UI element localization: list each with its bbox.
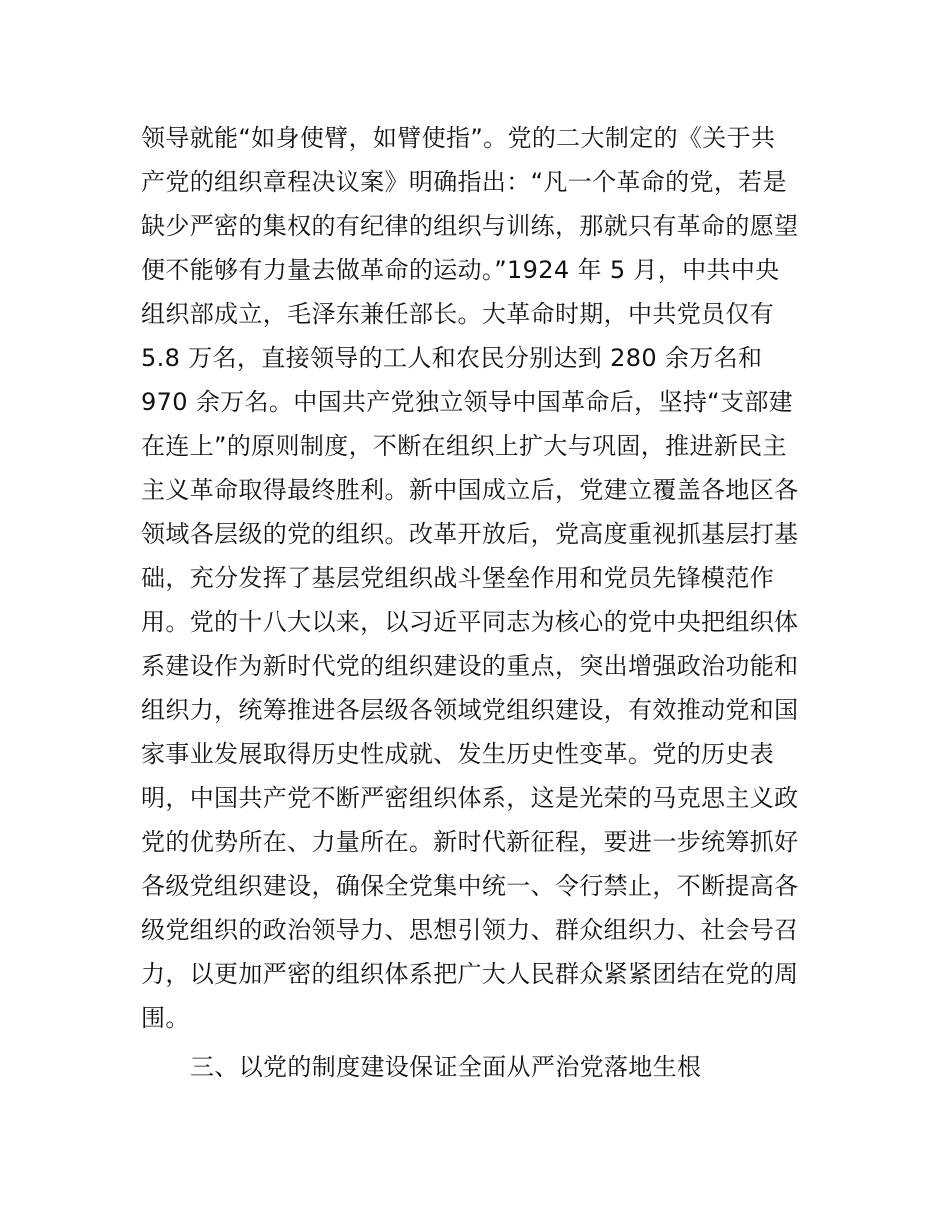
paragraph-line: 家事业发展取得历史性成就、发生历史性变革。党的历史表 bbox=[141, 740, 775, 768]
paragraph-line: 在连上”的原则制度，不断在组织上扩大与巩固，推进新民主 bbox=[141, 432, 787, 460]
paragraph-line: 用。党的十八大以来，以习近平同志为核心的党中央把组织体 bbox=[141, 608, 799, 636]
paragraph-line: 组织力，统筹推进各层级各领域党组织建设，有效推动党和国 bbox=[141, 696, 799, 724]
paragraph-line: 础，充分发挥了基层党组织战斗堡垒作用和党员先锋模范作 bbox=[141, 564, 775, 592]
paragraph-line: 党的优势所在、力量所在。新时代新征程，要进一步统筹抓好 bbox=[141, 828, 799, 856]
paragraph-line: 缺少严密的集权的有纪律的组织与训练，那就只有革命的愿望 bbox=[141, 212, 799, 240]
paragraph-line: 组织部成立，毛泽东兼任部长。大革命时期，中共党员仅有 bbox=[141, 300, 775, 328]
paragraph-line: 便不能够有力量去做革命的运动。”1924 年 5 月，中共中央 bbox=[141, 256, 780, 284]
paragraph-line: 系建设作为新时代党的组织建设的重点，突出增强政治功能和 bbox=[141, 652, 799, 680]
paragraph-line: 力，以更加严密的组织体系把广大人民群众紧紧团结在党的周 bbox=[141, 960, 799, 988]
paragraph-line: 明，中国共产党不断严密组织体系，这是光荣的马克思主义政 bbox=[141, 784, 799, 812]
paragraph-line: 主义革命取得最终胜利。新中国成立后，党建立覆盖各地区各 bbox=[141, 476, 799, 504]
paragraph-line: 970 余万名。中国共产党独立领导中国革命后，坚持“支部建 bbox=[141, 388, 794, 416]
paragraph-line: 级党组织的政治领导力、思想引领力、群众组织力、社会号召 bbox=[141, 916, 799, 944]
paragraph-line: 领导就能“如身使臂，如臂使指”。党的二大制定的《关于共 bbox=[141, 124, 776, 152]
paragraph-line: 产党的组织章程决议案》明确指出：“凡一个革命的党，若是 bbox=[141, 168, 787, 196]
section-heading: 三、以党的制度建设保证全面从严治党落地生根 bbox=[190, 1053, 702, 1081]
paragraph-line: 领域各层级的党的组织。改革开放后，党高度重视抓基层打基 bbox=[141, 520, 799, 548]
paragraph-line: 各级党组织建设，确保全党集中统一、令行禁止，不断提高各 bbox=[141, 872, 799, 900]
paragraph-line: 5.8 万名，直接领导的工人和农民分别达到 280 余万名和 bbox=[141, 344, 763, 372]
paragraph-line: 围。 bbox=[141, 1004, 190, 1032]
